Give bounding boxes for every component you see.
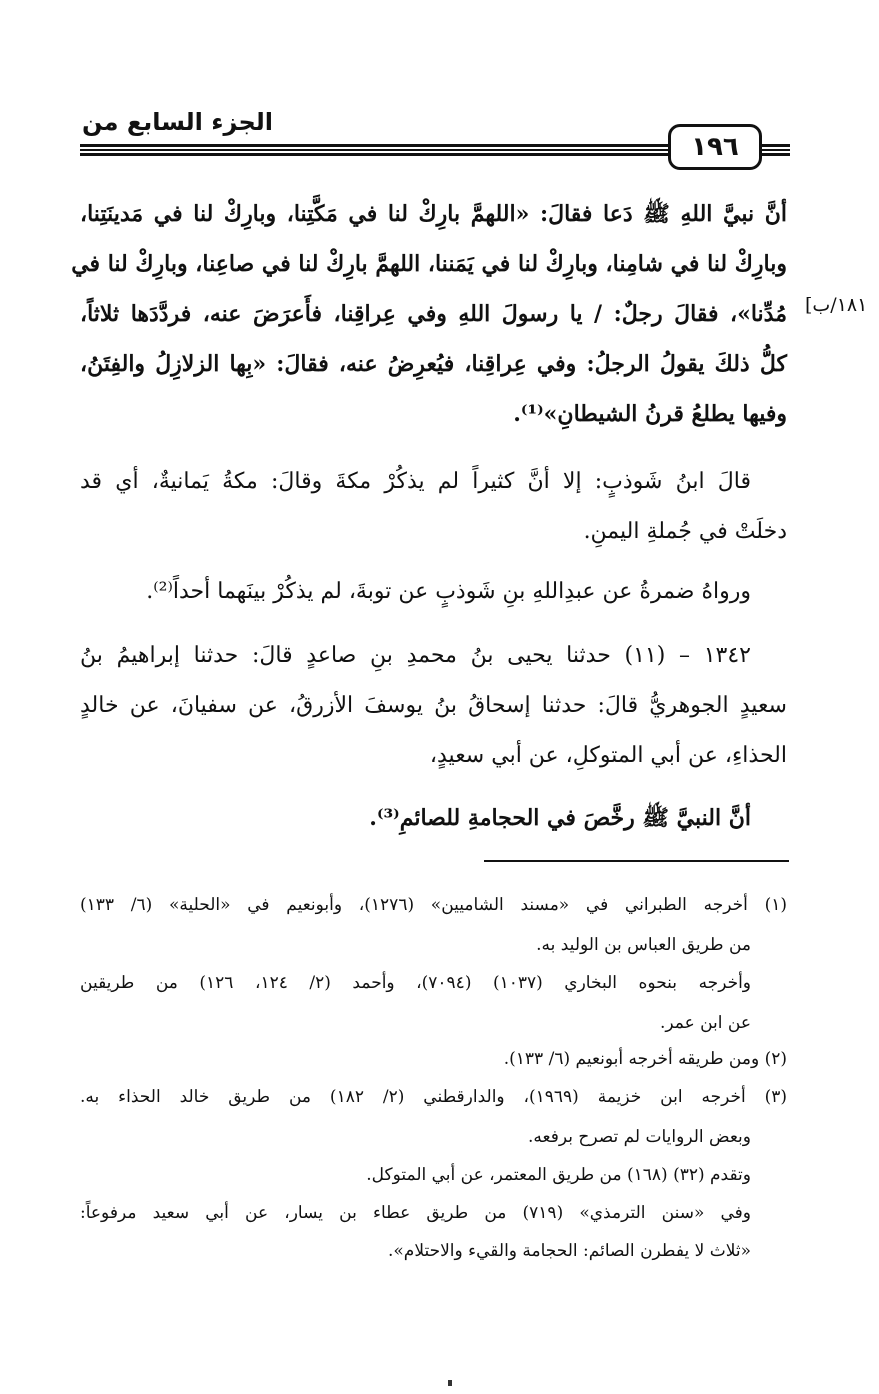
- body-line: وبارِكْ لنا في شامِنا، وبارِكْ لنا في يَمَننا، اللهمَّ بارِكْ لنا في صاعِنا، وبارِكْ لنا في: [71, 251, 787, 277]
- body-line: ورواهُ ضمرةُ عن عبدِاللهِ بنِ شَوذبٍ عن توبةَ، لم يذكُرْ بينَهما أحداً⁽²⁾.: [146, 579, 751, 604]
- body-line: أنَّ نبيَّ اللهِ ﷺ دَعا فقالَ: «اللهمَّ بارِكْ لنا في مَكَّتِنا، وبارِكْ لنا في مَدينَتِنا،: [80, 201, 787, 227]
- body-line: سعيدٍ الجوهريُّ قالَ: حدثنا إسحاقُ بنُ يوسفَ الأزرقُ، عن سفيانَ، عن خالدٍ: [80, 693, 787, 718]
- scan-mark: [448, 1380, 452, 1386]
- body-line: قالَ ابنُ شَوذبٍ: إلا أنَّ كثيراً لم يذكُرْ مكةَ وقالَ: مكةُ يَمانيةٌ، أي قد: [80, 469, 751, 494]
- footnote-line: من طريق العباس بن الوليد به.: [536, 935, 751, 955]
- body-line: الحذاءِ، عن أبي المتوكلِ، عن أبي سعيدٍ،: [429, 743, 787, 768]
- hadith-number-line: ١٣٤٢ – (١١) حدثنا يحيى بنُ محمدِ بنِ صاعدٍ قالَ: حدثنا إبراهيمُ بنُ: [80, 643, 751, 668]
- body-line: دخلَتْ في جُملةِ اليمنِ.: [583, 519, 787, 544]
- footnote-line: وفي «سنن الترمذي» (٧١٩) من طريق عطاء بن يسار، عن أبي سعيد مرفوعاً:: [80, 1203, 751, 1223]
- footnote-separator: [484, 860, 789, 862]
- body-line: وفيها يطلعُ قرنُ الشيطانِ»⁽¹⁾.: [513, 401, 787, 427]
- footnote-line: (٢) ومن طريقه أخرجه أبونعيم (٦/ ١٣٣).: [503, 1049, 787, 1069]
- hadith-text-line: أنَّ النبيَّ ﷺ رخَّصَ في الحجامةِ للصائمِ⁽³⁾.: [369, 805, 751, 831]
- footnote-line: وأخرجه بنحوه البخاري (١٠٣٧) (٧٠٩٤)، وأحمد (٢/ ١٢٤، ١٢٦) من طريقين: [80, 973, 752, 993]
- footnote-line: وبعض الروايات لم تصرح برفعه.: [528, 1127, 751, 1147]
- manuscript-folio-note: ١٨١/ب]: [805, 294, 868, 316]
- running-header-title: الجزء السابع من: [82, 108, 273, 136]
- body-line: مُدِّنا»، فقالَ رجلٌ: / يا رسولَ اللهِ وفي عِراقِنا، فأَعرَضَ عنه، فردَّدَها ثلاثاً،: [80, 301, 787, 327]
- footnote-line: عن ابن عمر.: [659, 1013, 751, 1033]
- footnote-line: «ثلاث لا يفطرن الصائم: الحجامة والقيء والاحتلام».: [387, 1241, 751, 1261]
- footnote-line: وتقدم (٣٢) (١٦٨) من طريق المعتمر، عن أبي المتوكل.: [366, 1165, 751, 1185]
- footnote-line: (١) أخرجه الطبراني في «مسند الشاميين» (١٢٧٦)، وأبونعيم في «الحلية» (٦/ ١٣٣): [80, 895, 787, 915]
- page-number: ١٩٦: [668, 124, 762, 170]
- footnote-line: (٣) أخرجه ابن خزيمة (١٩٦٩)، والدارقطني (٢/ ١٨٢) من طريق خالد الحذاء به.: [80, 1087, 788, 1107]
- body-line: كلُّ ذلكَ يقولُ الرجلُ: وفي عِراقِنا، فيُعرِضُ عنه، فقالَ: «بِها الزلازِلُ والفِتَنُ،: [80, 351, 787, 377]
